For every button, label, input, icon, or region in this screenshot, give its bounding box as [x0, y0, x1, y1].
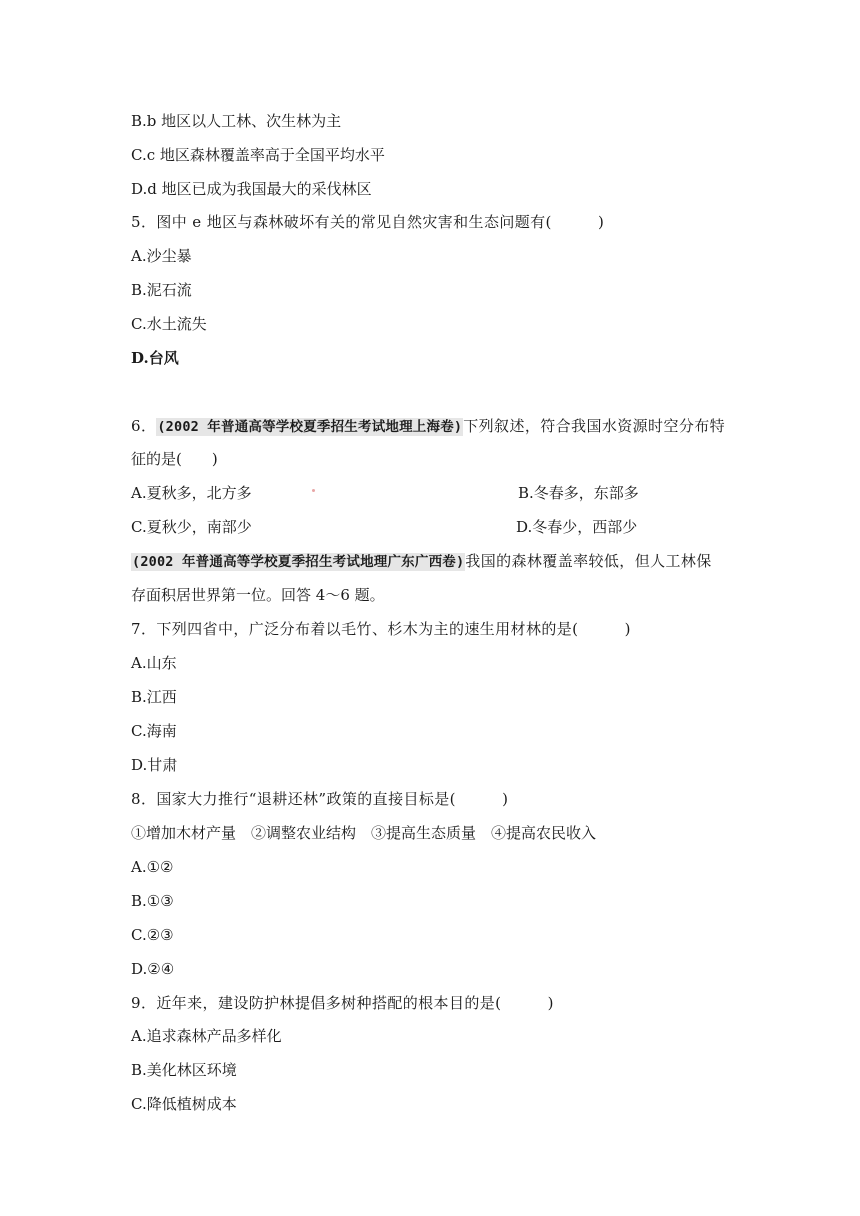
q6-option-b: B.冬春多，东部多	[518, 484, 639, 502]
q8-items: ①增加木材产量 ②调整农业结构 ③提高生态质量 ④提高农民收入	[131, 824, 597, 842]
q9-option-c: C.降低植树成本	[131, 1095, 237, 1113]
q9-stem: 9．近年来，建设防护林提倡多树种搭配的根本目的是( )	[131, 994, 554, 1012]
intro-text	[131, 551, 712, 571]
q7-stem: 7．下列四省中，广泛分布着以毛竹、杉木为主的速生用材林的是( )	[131, 620, 631, 638]
q9-option-b: B.美化林区环境	[131, 1061, 237, 1079]
q6-stem-text: 下列叙述，符合我国水资源时空分布特	[463, 417, 726, 435]
q7-option-b: B.江西	[131, 688, 177, 706]
q6-stem	[131, 416, 725, 436]
intro-line2: 存面积居世界第一位。回答 4～6 题。	[131, 586, 385, 604]
q7-option-d: D.甘肃	[131, 756, 178, 774]
stray-mark	[312, 489, 315, 492]
q6-source-tag: (2002 年普通高等学校夏季招生考试地理上海卷)	[157, 419, 463, 435]
q6-stem-line2: 征的是( )	[131, 450, 218, 468]
q6-option-c: C.夏秋少，南部少	[131, 518, 252, 536]
q4-option-b: B.b 地区以人工林、次生林为主	[131, 112, 342, 130]
q6-number: 6．	[131, 417, 157, 435]
intro-text-rest: 我国的森林覆盖率较低，但人工林保	[465, 552, 712, 570]
q6-option-a: A.夏秋多，北方多	[131, 484, 252, 502]
q4-option-d: D.d 地区已成为我国最大的采伐林区	[131, 180, 372, 198]
intro-source-tag: (2002 年普通高等学校夏季招生考试地理广东广西卷)	[132, 554, 465, 570]
q5-option-d: D.台风	[131, 349, 179, 367]
q9-option-a: A.追求森林产品多样化	[131, 1027, 282, 1045]
q6-option-d: D.冬春少，西部少	[516, 518, 638, 536]
q4-option-c: C.c 地区森林覆盖率高于全国平均水平	[131, 146, 385, 164]
q5-stem: 5．图中 e 地区与森林破坏有关的常见自然灾害和生态问题有( )	[131, 213, 605, 231]
q5-option-b: B.泥石流	[131, 281, 192, 299]
q8-stem: 8．国家大力推行“退耕还林”政策的直接目标是( )	[131, 790, 509, 808]
q8-option-a: A.①②	[131, 858, 174, 876]
q5-option-a: A.沙尘暴	[131, 247, 192, 265]
q7-option-a: A.山东	[131, 654, 177, 672]
q8-option-b: B.①③	[131, 892, 174, 910]
q7-option-c: C.海南	[131, 722, 177, 740]
q8-option-c: C.②③	[131, 926, 174, 944]
q5-option-c: C.水土流失	[131, 315, 207, 333]
q8-option-d: D.②④	[131, 960, 175, 978]
